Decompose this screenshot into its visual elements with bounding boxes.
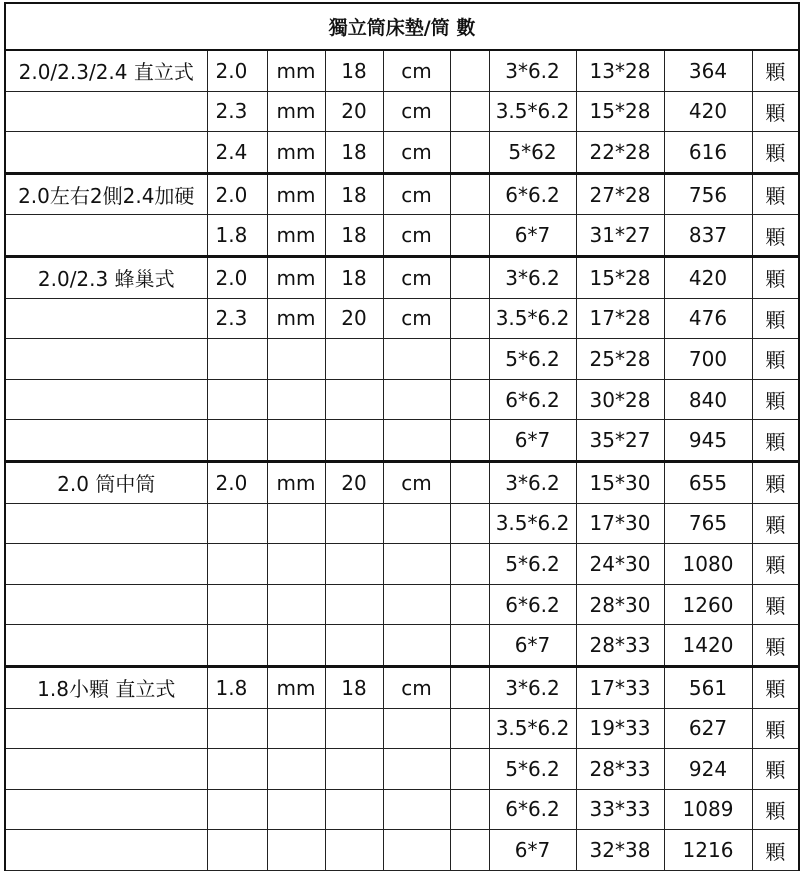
grid-cell: 15*30 [576,461,664,503]
unit-mark-cell: 顆 [752,503,799,544]
table-row [5,461,799,503]
unit-mark-cell: 顆 [752,379,799,420]
table-row [5,420,799,462]
wire-cell: 2.4 [207,132,267,174]
count-cell: 756 [664,173,752,215]
grid-cell: 28*30 [576,584,664,625]
height-cell: 20 [325,298,383,339]
type-cell [5,298,207,339]
unit-mark-cell: 顆 [752,544,799,585]
height-cell [325,749,383,790]
wire-cell: 2.0 [207,173,267,215]
count-cell: 476 [664,298,752,339]
table-row [5,256,799,298]
spacer-cell [450,91,489,132]
wire-cell: 2.3 [207,298,267,339]
wire-unit-cell: mm [267,173,325,215]
height-cell: 18 [325,50,383,91]
size-cell: 6*7 [489,625,576,667]
height-unit-cell [383,379,450,420]
table-row [5,666,799,708]
height-cell [325,708,383,749]
wire-cell: 1.8 [207,215,267,257]
type-cell: 2.0 筒中筒 [5,461,207,503]
grid-cell: 15*28 [576,256,664,298]
grid-cell: 31*27 [576,215,664,257]
size-cell: 6*7 [489,830,576,871]
count-cell: 1216 [664,830,752,871]
height-cell: 18 [325,256,383,298]
wire-cell: 2.0 [207,461,267,503]
wire-unit-cell: mm [267,50,325,91]
height-cell: 18 [325,666,383,708]
height-unit-cell: cm [383,666,450,708]
height-unit-cell [383,503,450,544]
wire-unit-cell [267,379,325,420]
grid-cell: 25*28 [576,339,664,380]
table-row [5,91,799,132]
count-cell: 561 [664,666,752,708]
height-cell [325,379,383,420]
table-row [5,625,799,667]
count-cell: 840 [664,379,752,420]
wire-unit-cell: mm [267,215,325,257]
size-cell: 5*6.2 [489,749,576,790]
spacer-cell [450,666,489,708]
size-cell: 6*7 [489,215,576,257]
size-cell: 5*6.2 [489,544,576,585]
grid-cell: 35*27 [576,420,664,462]
type-cell [5,708,207,749]
size-cell: 5*6.2 [489,339,576,380]
height-unit-cell: cm [383,91,450,132]
wire-cell: 2.0 [207,50,267,91]
grid-cell: 17*28 [576,298,664,339]
table-row [5,749,799,790]
height-cell [325,420,383,462]
wire-cell: 1.8 [207,666,267,708]
spacer-cell [450,215,489,257]
spring-count-table [4,2,800,871]
unit-mark-cell: 顆 [752,339,799,380]
count-cell: 655 [664,461,752,503]
height-cell: 18 [325,215,383,257]
height-unit-cell: cm [383,173,450,215]
spacer-cell [450,503,489,544]
count-cell: 364 [664,50,752,91]
size-cell: 6*6.2 [489,379,576,420]
type-cell [5,503,207,544]
wire-unit-cell [267,749,325,790]
wire-unit-cell: mm [267,298,325,339]
spacer-cell [450,379,489,420]
table-row [5,708,799,749]
size-cell: 6*6.2 [489,584,576,625]
height-unit-cell: cm [383,461,450,503]
table-row [5,298,799,339]
wire-unit-cell [267,584,325,625]
height-cell: 20 [325,91,383,132]
height-unit-cell [383,749,450,790]
size-cell: 6*6.2 [489,173,576,215]
table-row [5,830,799,871]
height-cell [325,544,383,585]
table-row [5,215,799,257]
spacer-cell [450,789,489,830]
size-cell: 5*62 [489,132,576,174]
height-unit-cell [383,584,450,625]
type-cell [5,584,207,625]
unit-mark-cell: 顆 [752,625,799,667]
height-cell [325,339,383,380]
type-cell [5,132,207,174]
size-cell: 6*6.2 [489,789,576,830]
wire-cell [207,789,267,830]
wire-cell [207,625,267,667]
height-unit-cell: cm [383,256,450,298]
spacer-cell [450,256,489,298]
type-cell: 2.0/2.3 蜂巢式 [5,256,207,298]
wire-unit-cell: mm [267,256,325,298]
type-cell [5,215,207,257]
wire-unit-cell: mm [267,91,325,132]
grid-cell: 28*33 [576,749,664,790]
wire-cell [207,749,267,790]
table-row [5,379,799,420]
grid-cell: 13*28 [576,50,664,91]
table-row [5,173,799,215]
height-cell [325,503,383,544]
unit-mark-cell: 顆 [752,298,799,339]
count-cell: 924 [664,749,752,790]
height-unit-cell: cm [383,215,450,257]
height-unit-cell [383,708,450,749]
spacer-cell [450,420,489,462]
count-cell: 616 [664,132,752,174]
type-cell [5,420,207,462]
wire-unit-cell [267,830,325,871]
spacer-cell [450,173,489,215]
wire-cell [207,420,267,462]
wire-unit-cell: mm [267,461,325,503]
type-cell [5,830,207,871]
type-cell [5,339,207,380]
height-unit-cell [383,544,450,585]
wire-unit-cell: mm [267,666,325,708]
table-row [5,132,799,174]
count-cell: 700 [664,339,752,380]
size-cell: 3.5*6.2 [489,91,576,132]
height-cell: 20 [325,461,383,503]
height-unit-cell: cm [383,298,450,339]
table-row [5,544,799,585]
size-cell: 3*6.2 [489,461,576,503]
type-cell: 2.0左右2側2.4加硬 [5,173,207,215]
wire-cell [207,830,267,871]
spacer-cell [450,461,489,503]
grid-cell: 33*33 [576,789,664,830]
wire-unit-cell [267,420,325,462]
unit-mark-cell: 顆 [752,91,799,132]
type-cell [5,379,207,420]
wire-cell [207,708,267,749]
wire-cell [207,339,267,380]
wire-cell: 2.3 [207,91,267,132]
count-cell: 765 [664,503,752,544]
size-cell: 6*7 [489,420,576,462]
height-unit-cell [383,789,450,830]
height-cell [325,830,383,871]
wire-unit-cell [267,339,325,380]
height-cell: 18 [325,173,383,215]
unit-mark-cell: 顆 [752,173,799,215]
grid-cell: 30*28 [576,379,664,420]
grid-cell: 19*33 [576,708,664,749]
spacer-cell [450,50,489,91]
size-cell: 3.5*6.2 [489,503,576,544]
table-row [5,50,799,91]
height-unit-cell [383,339,450,380]
count-cell: 420 [664,91,752,132]
wire-cell [207,544,267,585]
wire-unit-cell [267,625,325,667]
type-cell: 1.8小顆 直立式 [5,666,207,708]
spacer-cell [450,298,489,339]
grid-cell: 28*33 [576,625,664,667]
count-cell: 1089 [664,789,752,830]
unit-mark-cell: 顆 [752,789,799,830]
unit-mark-cell: 顆 [752,420,799,462]
type-cell [5,749,207,790]
count-cell: 1080 [664,544,752,585]
count-cell: 1260 [664,584,752,625]
unit-mark-cell: 顆 [752,215,799,257]
height-cell: 18 [325,132,383,174]
type-cell [5,625,207,667]
spacer-cell [450,544,489,585]
spacer-cell [450,584,489,625]
table-row [5,339,799,380]
size-cell: 3.5*6.2 [489,708,576,749]
table-row [5,584,799,625]
unit-mark-cell: 顆 [752,50,799,91]
unit-mark-cell: 顆 [752,830,799,871]
grid-cell: 17*33 [576,666,664,708]
grid-cell: 32*38 [576,830,664,871]
size-cell: 3*6.2 [489,666,576,708]
spacer-cell [450,830,489,871]
table-row [5,503,799,544]
wire-cell [207,379,267,420]
count-cell: 837 [664,215,752,257]
type-cell: 2.0/2.3/2.4 直立式 [5,50,207,91]
unit-mark-cell: 顆 [752,749,799,790]
count-cell: 420 [664,256,752,298]
wire-unit-cell [267,789,325,830]
wire-cell: 2.0 [207,256,267,298]
unit-mark-cell: 顆 [752,708,799,749]
grid-cell: 27*28 [576,173,664,215]
spacer-cell [450,339,489,380]
type-cell [5,91,207,132]
height-cell [325,584,383,625]
wire-unit-cell: mm [267,132,325,174]
height-cell [325,789,383,830]
count-cell: 1420 [664,625,752,667]
spacer-cell [450,625,489,667]
spacer-cell [450,749,489,790]
size-cell: 3*6.2 [489,50,576,91]
height-unit-cell [383,420,450,462]
unit-mark-cell: 顆 [752,584,799,625]
table-body [5,3,799,870]
type-cell [5,544,207,585]
size-cell: 3.5*6.2 [489,298,576,339]
count-cell: 945 [664,420,752,462]
height-unit-cell: cm [383,50,450,91]
height-unit-cell [383,830,450,871]
grid-cell: 24*30 [576,544,664,585]
unit-mark-cell: 顆 [752,666,799,708]
height-cell [325,625,383,667]
table-row [5,789,799,830]
wire-unit-cell [267,544,325,585]
count-cell: 627 [664,708,752,749]
grid-cell: 22*28 [576,132,664,174]
type-cell [5,789,207,830]
wire-unit-cell [267,503,325,544]
wire-unit-cell [267,708,325,749]
unit-mark-cell: 顆 [752,256,799,298]
height-unit-cell: cm [383,132,450,174]
height-unit-cell [383,625,450,667]
size-cell: 3*6.2 [489,256,576,298]
grid-cell: 15*28 [576,91,664,132]
wire-cell [207,503,267,544]
grid-cell: 17*30 [576,503,664,544]
unit-mark-cell: 顆 [752,461,799,503]
table-title: 獨立筒床墊/筒 數 [5,3,799,50]
wire-cell [207,584,267,625]
unit-mark-cell: 顆 [752,132,799,174]
title-row [5,3,799,50]
spacer-cell [450,132,489,174]
spacer-cell [450,708,489,749]
